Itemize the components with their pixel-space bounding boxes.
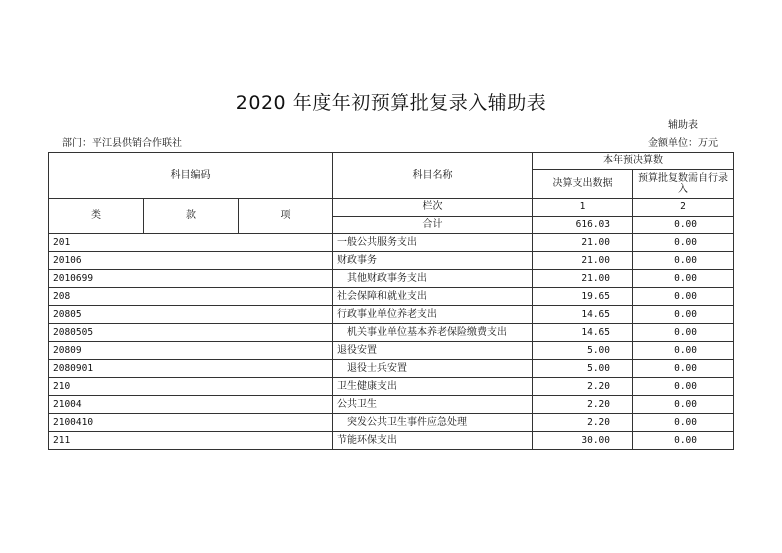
- row-code: 2080505: [49, 324, 333, 342]
- table-row: [49, 270, 734, 288]
- row-col2: 0.00: [633, 288, 734, 306]
- table-row: [49, 234, 734, 252]
- table-row: [49, 324, 734, 342]
- row-code: 201: [49, 234, 333, 252]
- row-col2: 0.00: [633, 252, 734, 270]
- row-name: 卫生健康支出: [333, 378, 533, 396]
- row-col1: 14.65: [533, 324, 633, 342]
- table-row: [49, 432, 734, 450]
- header-col2: 预算批复数需自行录入: [633, 170, 734, 199]
- budget-table: [48, 152, 734, 450]
- row-col2: 0.00: [633, 378, 734, 396]
- header-col1: 决算支出数据: [533, 170, 633, 199]
- total-col1: 616.03: [533, 216, 633, 234]
- row-code: 208: [49, 288, 333, 306]
- row-col2: 0.00: [633, 396, 734, 414]
- total-col2: 0.00: [633, 216, 734, 234]
- row-code: 20809: [49, 342, 333, 360]
- header-code: 科目编码: [49, 153, 333, 199]
- row-col2: 0.00: [633, 234, 734, 252]
- table-row: [49, 288, 734, 306]
- row-col1: 14.65: [533, 306, 633, 324]
- row-col1: 5.00: [533, 360, 633, 378]
- row-col1: 2.20: [533, 396, 633, 414]
- row-col1: 2.20: [533, 414, 633, 432]
- row-code: 211: [49, 432, 333, 450]
- table-row: [49, 414, 734, 432]
- header-xiang: 项: [239, 199, 333, 234]
- row-col1: 21.00: [533, 234, 633, 252]
- header-row-1: [49, 153, 734, 170]
- row-code: 2100410: [49, 414, 333, 432]
- unit-label: 金额单位：万元: [648, 138, 718, 149]
- row-code: 20805: [49, 306, 333, 324]
- row-name: 财政事务: [333, 252, 533, 270]
- row-col1: 21.00: [533, 270, 633, 288]
- row-name: 行政事业单位养老支出: [333, 306, 533, 324]
- row-col1: 2.20: [533, 378, 633, 396]
- row-col2: 0.00: [633, 324, 734, 342]
- row-col1: 19.65: [533, 288, 633, 306]
- row-col2: 0.00: [633, 432, 734, 450]
- row-col2: 0.00: [633, 360, 734, 378]
- row-code: 2010699: [49, 270, 333, 288]
- header-lanci-1: 1: [533, 199, 633, 217]
- row-name: 社会保障和就业支出: [333, 288, 533, 306]
- table-row: [49, 378, 734, 396]
- row-col2: 0.00: [633, 270, 734, 288]
- row-name: 退役安置: [333, 342, 533, 360]
- row-col1: 30.00: [533, 432, 633, 450]
- table-row: [49, 342, 734, 360]
- row-code: 21004: [49, 396, 333, 414]
- row-col2: 0.00: [633, 306, 734, 324]
- header-lei: 类: [49, 199, 144, 234]
- header-lanci-2: 2: [633, 199, 734, 217]
- table-row: [49, 360, 734, 378]
- row-name: 机关事业单位基本养老保险缴费支出: [333, 324, 533, 342]
- header-kuan: 款: [144, 199, 239, 234]
- department-label: 部门：平江县供销合作联社: [62, 138, 182, 149]
- table-row: [49, 396, 734, 414]
- row-col2: 0.00: [633, 342, 734, 360]
- page-title: 2020 年度年初预算批复录入辅助表: [235, 92, 547, 114]
- row-code: 2080901: [49, 360, 333, 378]
- table-row: [49, 252, 734, 270]
- row-code: 210: [49, 378, 333, 396]
- row-name: 其他财政事务支出: [333, 270, 533, 288]
- row-name: 一般公共服务支出: [333, 234, 533, 252]
- table-row: [49, 306, 734, 324]
- header-row-3: [49, 199, 734, 217]
- row-name: 退役士兵安置: [333, 360, 533, 378]
- row-col1: 21.00: [533, 252, 633, 270]
- header-group: 本年预决算数: [533, 153, 734, 170]
- row-name: 公共卫生: [333, 396, 533, 414]
- header-lanci: 栏次: [333, 199, 533, 217]
- row-col2: 0.00: [633, 414, 734, 432]
- row-name: 突发公共卫生事件应急处理: [333, 414, 533, 432]
- total-label: 合计: [333, 216, 533, 234]
- form-label: 辅助表: [668, 120, 698, 131]
- row-col1: 5.00: [533, 342, 633, 360]
- header-name: 科目名称: [333, 153, 533, 199]
- row-name: 节能环保支出: [333, 432, 533, 450]
- row-code: 20106: [49, 252, 333, 270]
